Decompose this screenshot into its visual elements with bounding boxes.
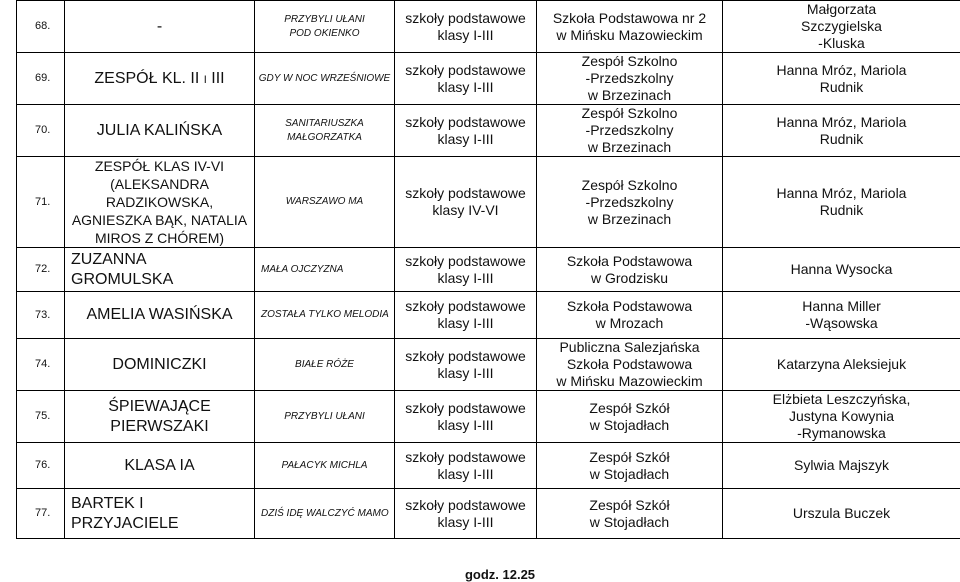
- school-cell: [537, 489, 723, 539]
- song-cell-line: DZIŚ IDĘ WALCZYĆ MAMO: [261, 507, 391, 521]
- school-cell-line: Szkoła Podstawowa nr 2: [540, 10, 719, 27]
- teacher-cell: [723, 391, 960, 443]
- song-cell: [255, 489, 395, 539]
- teacher-cell-line: Rudnik: [726, 131, 957, 148]
- school-cell: [537, 248, 723, 292]
- category-cell-line: szkoły podstawowe: [398, 114, 533, 131]
- school-cell-line: w Brzezinach: [540, 139, 719, 156]
- teacher-cell: [723, 248, 960, 292]
- table-row: [17, 105, 960, 157]
- song-cell-line: MAŁA OJCZYZNA: [261, 263, 391, 277]
- performer-cell-line: ZESPÓŁ KL. II i III: [68, 69, 251, 89]
- row-number: 73.: [17, 292, 65, 339]
- school-cell-line: Zespół Szkolno: [540, 105, 719, 122]
- table-row: [17, 339, 960, 391]
- teacher-cell-line: Justyna Kowynia: [726, 408, 957, 425]
- teacher-cell: [723, 443, 960, 489]
- teacher-cell-line: Sylwia Majszyk: [726, 457, 957, 474]
- performer-cell: [65, 53, 255, 105]
- row-number: 68.: [17, 1, 65, 53]
- school-cell-line: Publiczna Salezjańska: [540, 339, 719, 356]
- table-row: [17, 443, 960, 489]
- school-cell-line: Zespół Szkół: [540, 400, 719, 417]
- teacher-cell-line: Hanna Mróz, Mariola: [726, 185, 957, 202]
- song-cell-line: BIAŁE RÓŻE: [258, 358, 391, 372]
- row-number: 77.: [17, 489, 65, 539]
- row-number: 76.: [17, 443, 65, 489]
- teacher-cell-line: Elżbieta Leszczyńska,: [726, 391, 957, 408]
- song-cell: [255, 391, 395, 443]
- teacher-cell-line: Hanna Mróz, Mariola: [726, 114, 957, 131]
- performer-cell: [65, 1, 255, 53]
- category-cell-line: klasy I-III: [398, 27, 533, 44]
- category-cell: [395, 157, 537, 248]
- category-cell-line: klasy I-III: [398, 315, 533, 332]
- category-cell-line: szkoły podstawowe: [398, 497, 533, 514]
- teacher-cell: [723, 105, 960, 157]
- song-cell: [255, 339, 395, 391]
- teacher-cell-line: Hanna Mróz, Mariola: [726, 62, 957, 79]
- performer-cell-line: KLASA IA: [68, 456, 251, 476]
- category-cell: [395, 489, 537, 539]
- category-cell: [395, 443, 537, 489]
- song-cell-line: GDY W NOC WRZEŚNIOWE: [258, 72, 391, 86]
- song-cell-line: POD OKIENKO: [258, 27, 391, 41]
- school-cell-line: -Przedszkolny: [540, 122, 719, 139]
- song-cell-line: ZOSTAŁA TYLKO MELODIA: [261, 308, 391, 322]
- school-cell-line: Zespół Szkolno: [540, 177, 719, 194]
- category-cell: [395, 391, 537, 443]
- category-cell-line: szkoły podstawowe: [398, 400, 533, 417]
- performer-cell-line: PIERWSZAKI: [68, 417, 251, 437]
- category-cell-line: szkoły podstawowe: [398, 253, 533, 270]
- performer-cell-line: ZESPÓŁ KLAS IV-VI: [68, 157, 251, 175]
- category-cell-line: klasy IV-VI: [398, 202, 533, 219]
- performer-cell-line: BARTEK I PRZYJACIELE: [71, 494, 251, 534]
- table-row: [17, 248, 960, 292]
- table-row: [17, 53, 960, 105]
- school-cell-line: Szkoła Podstawowa: [540, 298, 719, 315]
- category-cell: [395, 339, 537, 391]
- school-cell-line: w Stojadłach: [540, 514, 719, 531]
- school-cell-line: w Stojadłach: [540, 417, 719, 434]
- performer-cell: [65, 292, 255, 339]
- category-cell-line: szkoły podstawowe: [398, 298, 533, 315]
- row-number: 71.: [17, 157, 65, 248]
- teacher-cell-line: Rudnik: [726, 79, 957, 96]
- row-number: 72.: [17, 248, 65, 292]
- school-cell-line: w Grodzisku: [540, 270, 719, 287]
- school-cell: [537, 1, 723, 53]
- performer-cell-line: (ALEKSANDRA RADZIKOWSKA,: [68, 175, 251, 211]
- song-cell: [255, 105, 395, 157]
- category-cell-line: szkoły podstawowe: [398, 185, 533, 202]
- performer-cell-line: MIROS Z CHÓREM): [68, 229, 251, 247]
- performer-cell-line: ŚPIEWAJĄCE: [68, 397, 251, 417]
- school-cell-line: w Mińsku Mazowieckim: [540, 27, 719, 44]
- teacher-cell-line: Katarzyna Aleksiejuk: [726, 356, 957, 373]
- school-cell: [537, 391, 723, 443]
- table-row: [17, 1, 960, 53]
- school-cell: [537, 105, 723, 157]
- performer-cell: [65, 157, 255, 248]
- song-cell: [255, 443, 395, 489]
- school-cell-line: w Stojadłach: [540, 466, 719, 483]
- school-cell: [537, 53, 723, 105]
- row-number: 75.: [17, 391, 65, 443]
- category-cell-line: klasy I-III: [398, 131, 533, 148]
- teacher-cell-line: -Rymanowska: [726, 425, 957, 442]
- school-cell-line: Szkoła Podstawowa: [540, 356, 719, 373]
- song-cell: [255, 157, 395, 248]
- performer-cell-line: AGNIESZKA BĄK, NATALIA: [68, 211, 251, 229]
- song-cell-line: MAŁGORZATKA: [258, 131, 391, 145]
- teacher-cell: [723, 489, 960, 539]
- performer-cell: [65, 391, 255, 443]
- school-cell-line: Zespół Szkół: [540, 449, 719, 466]
- performer-cell: [65, 489, 255, 539]
- song-cell-line: SANITARIUSZKA: [258, 117, 391, 131]
- performance-table: [16, 0, 960, 539]
- school-cell: [537, 339, 723, 391]
- schedule-sheet: [16, 0, 960, 539]
- song-cell-line: PRZYBYLI UŁANI: [258, 13, 391, 27]
- row-number: 69.: [17, 53, 65, 105]
- category-cell: [395, 292, 537, 339]
- teacher-cell-line: -Kluska: [726, 35, 957, 52]
- table-row: [17, 391, 960, 443]
- teacher-cell-line: Hanna Wysocka: [726, 261, 957, 278]
- performer-cell-line: -: [68, 17, 251, 37]
- performer-cell-line: JULIA KALIŃSKA: [68, 121, 251, 141]
- school-cell-line: w Brzezinach: [540, 87, 719, 104]
- song-cell-line: PAŁACYK MICHLA: [258, 459, 391, 473]
- performer-cell-line: ZUZANNA GROMULSKA: [71, 250, 251, 290]
- song-cell-line: PRZYBYLI UŁANI: [258, 410, 391, 424]
- song-cell: [255, 248, 395, 292]
- category-cell-line: szkoły podstawowe: [398, 348, 533, 365]
- performer-cell-line: DOMINICZKI: [68, 355, 251, 375]
- school-cell-line: w Mrozach: [540, 315, 719, 332]
- performer-cell-line: AMELIA WASIŃSKA: [68, 305, 251, 325]
- category-cell-line: klasy I-III: [398, 514, 533, 531]
- teacher-cell-line: Urszula Buczek: [726, 505, 957, 522]
- teacher-cell: [723, 1, 960, 53]
- teacher-cell: [723, 292, 960, 339]
- category-cell-line: szkoły podstawowe: [398, 449, 533, 466]
- school-cell-line: w Mińsku Mazowieckim: [540, 373, 719, 390]
- category-cell: [395, 248, 537, 292]
- school-cell-line: Szkoła Podstawowa: [540, 253, 719, 270]
- table-row: [17, 292, 960, 339]
- school-cell-line: -Przedszkolny: [540, 70, 719, 87]
- teacher-cell-line: -Wąsowska: [726, 315, 957, 332]
- category-cell-line: klasy I-III: [398, 466, 533, 483]
- school-cell-line: Zespół Szkół: [540, 497, 719, 514]
- school-cell-line: w Brzezinach: [540, 211, 719, 228]
- school-cell-line: -Przedszkolny: [540, 194, 719, 211]
- category-cell: [395, 1, 537, 53]
- school-cell-line: Zespół Szkolno: [540, 53, 719, 70]
- category-cell-line: klasy I-III: [398, 79, 533, 96]
- song-cell: [255, 292, 395, 339]
- table-row: [17, 489, 960, 539]
- performer-cell: [65, 339, 255, 391]
- category-cell-line: klasy I-III: [398, 270, 533, 287]
- school-cell: [537, 157, 723, 248]
- teacher-cell-line: Szczygielska: [726, 18, 957, 35]
- performer-cell: [65, 443, 255, 489]
- teacher-cell-line: Rudnik: [726, 202, 957, 219]
- category-cell: [395, 53, 537, 105]
- category-cell: [395, 105, 537, 157]
- category-cell-line: szkoły podstawowe: [398, 62, 533, 79]
- table-row: [17, 157, 960, 248]
- teacher-cell: [723, 53, 960, 105]
- teacher-cell-line: Małgorzata: [726, 1, 957, 18]
- song-cell-line: WARSZAWO MA: [258, 195, 391, 209]
- row-number: 74.: [17, 339, 65, 391]
- school-cell: [537, 292, 723, 339]
- row-number: 70.: [17, 105, 65, 157]
- teacher-cell: [723, 339, 960, 391]
- category-cell-line: klasy I-III: [398, 417, 533, 434]
- category-cell-line: szkoły podstawowe: [398, 10, 533, 27]
- performer-cell: [65, 248, 255, 292]
- footer-time: godz. 12.25: [465, 567, 535, 582]
- performer-cell: [65, 105, 255, 157]
- teacher-cell: [723, 157, 960, 248]
- category-cell-line: klasy I-III: [398, 365, 533, 382]
- teacher-cell-line: Hanna Miller: [726, 298, 957, 315]
- song-cell: [255, 53, 395, 105]
- school-cell: [537, 443, 723, 489]
- song-cell: [255, 1, 395, 53]
